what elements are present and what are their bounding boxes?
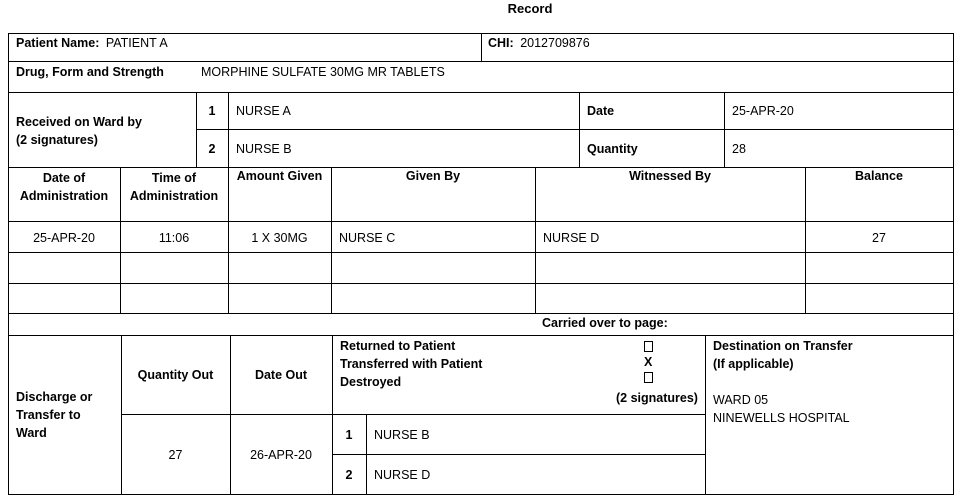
destination-label-line1: Destination on Transfer: [713, 339, 853, 353]
date-out-label: Date Out: [254, 368, 308, 382]
discharge-label-line1: Discharge or: [16, 390, 93, 404]
admin-amount-cell: 1 X 30MG: [251, 231, 308, 245]
date-out-value: 26-APR-20: [250, 448, 312, 462]
header-time-line1: Time of: [151, 171, 197, 185]
admin-balance-cell: 27: [872, 231, 886, 245]
admin-witnessed-by-cell: NURSE D: [543, 231, 600, 245]
received-date-label: Date: [587, 104, 615, 118]
header-balance: Balance: [855, 169, 903, 183]
destroyed-checkbox[interactable]: [644, 372, 653, 386]
discharge-sig1-name: NURSE B: [374, 428, 430, 442]
received-sig1-name: NURSE A: [236, 104, 291, 118]
quantity-out-label: Quantity Out: [137, 368, 214, 382]
header-witnessed-by: Witnessed By: [629, 169, 711, 183]
discharge-sig2-num: 2: [345, 468, 353, 482]
header-time-line2: Administration: [129, 189, 219, 203]
carried-over-label: Carried over to page:: [542, 316, 668, 330]
header-given-by: Given By: [405, 169, 461, 183]
patient-name-value: PATIENT A: [105, 36, 168, 50]
option-transferred-with-patient: Transferred with Patient: [340, 357, 483, 371]
discharge-label: [16, 388, 92, 442]
drug-label: Drug, Form and Strength: [16, 65, 164, 79]
received-sig2-name: NURSE B: [236, 142, 292, 156]
discharge-sig1-num: 1: [345, 428, 353, 442]
quantity-out-value: 27: [168, 448, 183, 462]
destination-block: [713, 337, 853, 427]
received-label: [16, 113, 142, 149]
patient-name-row: [16, 36, 168, 50]
header-time-of-administration: [120, 169, 228, 205]
destination-ward: WARD 05: [713, 393, 769, 407]
discharge-sig2-name: NURSE D: [374, 468, 431, 482]
admin-given-by-cell: NURSE C: [339, 231, 396, 245]
received-label-line2: (2 signatures): [16, 133, 98, 147]
patient-name-label: Patient Name:: [16, 36, 100, 50]
destination-hospital: NINEWELLS HOSPITAL: [713, 411, 850, 425]
received-date-value: 25-APR-20: [732, 104, 794, 118]
admin-date-cell: 25-APR-20: [33, 231, 95, 245]
header-date-line2: Administration: [19, 189, 109, 203]
discharge-options: [340, 337, 482, 391]
signatures-note: (2 signatures): [616, 391, 698, 405]
received-label-line1: Received on Ward by: [16, 115, 142, 129]
discharge-label-line3: Ward: [16, 426, 47, 440]
returned-checkbox[interactable]: [644, 341, 653, 355]
admin-time-cell: 11:06: [158, 231, 190, 245]
header-date-of-administration: [8, 169, 120, 205]
drug-value: MORPHINE SULFATE 30MG MR TABLETS: [201, 65, 445, 79]
header-amount-given: Amount Given: [236, 169, 323, 183]
chi-row: [488, 36, 590, 50]
record-title: Record: [507, 1, 553, 16]
received-sig1-num: 1: [208, 104, 216, 118]
received-quantity-label: Quantity: [587, 142, 638, 156]
header-date-line1: Date of: [42, 171, 86, 185]
option-returned-to-patient: Returned to Patient: [340, 339, 456, 353]
transferred-mark[interactable]: X: [644, 355, 653, 369]
chi-value: 2012709876: [520, 36, 590, 50]
received-quantity-value: 28: [732, 142, 746, 156]
chi-label: CHI:: [488, 36, 514, 50]
received-sig2-num: 2: [208, 142, 216, 156]
discharge-label-line2: Transfer to: [16, 408, 81, 422]
option-destroyed: Destroyed: [340, 375, 402, 389]
destination-label-line2: (If applicable): [713, 357, 794, 371]
